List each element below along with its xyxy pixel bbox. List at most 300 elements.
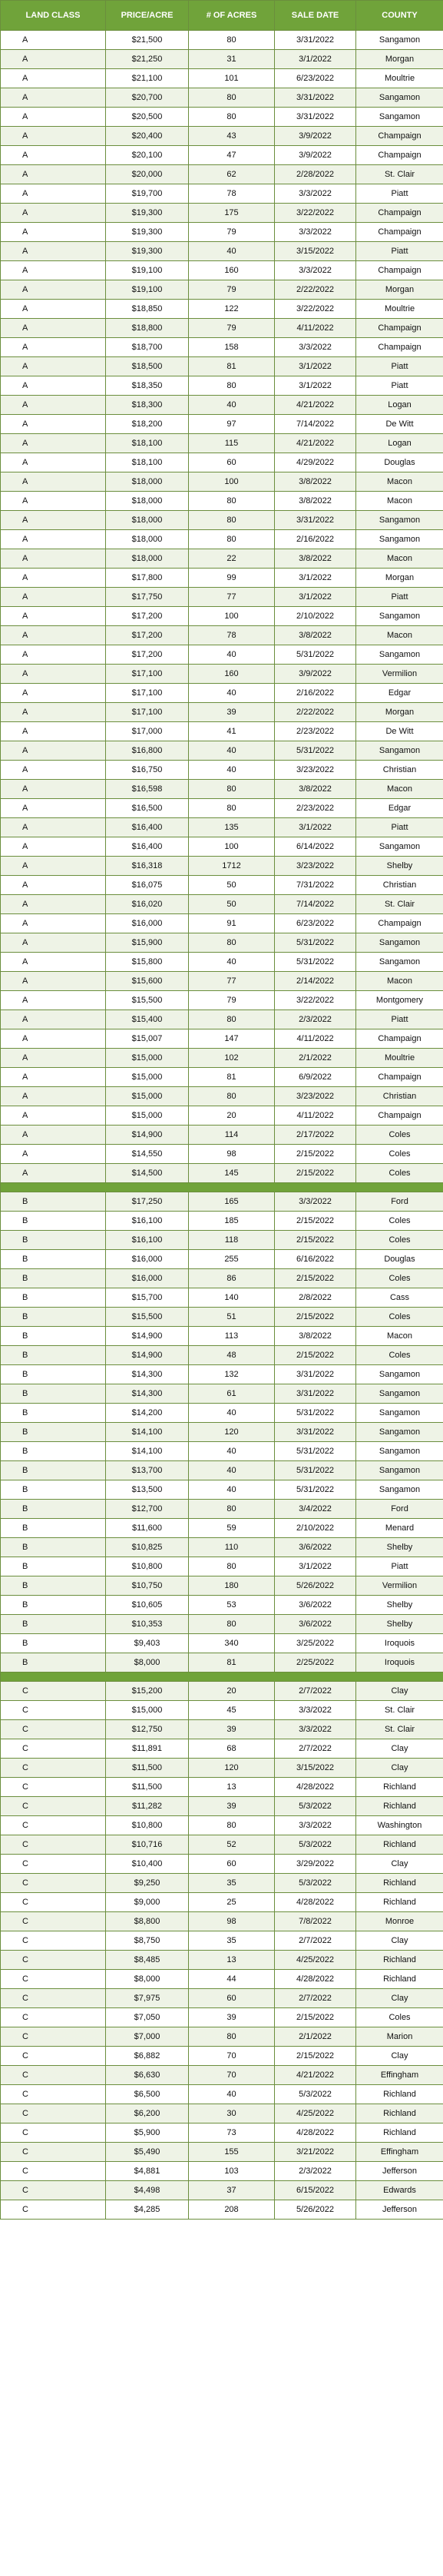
county-cell[interactable]: Moultrie [356, 1049, 443, 1068]
num-acres-cell[interactable]: 70 [189, 2047, 275, 2066]
sale-date-cell[interactable]: 3/3/2022 [275, 1816, 356, 1835]
sale-date-cell[interactable]: 3/3/2022 [275, 338, 356, 357]
price-per-acre-cell[interactable]: $4,285 [106, 2200, 189, 2220]
county-cell[interactable]: Piatt [356, 357, 443, 376]
county-cell[interactable]: Piatt [356, 184, 443, 204]
price-per-acre-cell[interactable]: $10,716 [106, 1835, 189, 1855]
sale-date-cell[interactable]: 2/17/2022 [275, 1126, 356, 1145]
num-acres-cell[interactable]: 80 [189, 780, 275, 799]
county-cell[interactable]: Coles [356, 1164, 443, 1183]
county-cell[interactable]: Champaign [356, 204, 443, 223]
price-per-acre-cell[interactable]: $18,300 [106, 396, 189, 415]
land-class-cell[interactable]: B [1, 1212, 106, 1231]
county-cell[interactable]: Clay [356, 1855, 443, 1874]
price-per-acre-cell[interactable]: $16,750 [106, 761, 189, 780]
county-cell[interactable]: Shelby [356, 1596, 443, 1615]
price-per-acre-cell[interactable]: $21,250 [106, 50, 189, 69]
land-class-cell[interactable]: C [1, 1912, 106, 1931]
sale-date-cell[interactable]: 3/31/2022 [275, 108, 356, 127]
price-per-acre-cell[interactable]: $8,000 [106, 1970, 189, 1989]
land-class-cell[interactable]: A [1, 261, 106, 280]
county-cell[interactable]: Sangamon [356, 645, 443, 665]
county-cell[interactable]: Logan [356, 396, 443, 415]
land-class-cell[interactable]: A [1, 972, 106, 991]
price-per-acre-cell[interactable]: $6,200 [106, 2104, 189, 2123]
sale-date-cell[interactable]: 2/16/2022 [275, 530, 356, 549]
county-cell[interactable]: Clay [356, 1682, 443, 1701]
county-cell[interactable]: Coles [356, 1231, 443, 1250]
land-class-cell[interactable]: C [1, 2181, 106, 2200]
land-class-cell[interactable]: A [1, 818, 106, 837]
land-class-cell[interactable]: A [1, 453, 106, 472]
land-class-cell[interactable]: C [1, 1874, 106, 1893]
price-per-acre-cell[interactable]: $15,000 [106, 1068, 189, 1087]
land-class-cell[interactable]: C [1, 1739, 106, 1759]
num-acres-cell[interactable]: 80 [189, 933, 275, 953]
num-acres-cell[interactable]: 158 [189, 338, 275, 357]
num-acres-cell[interactable]: 155 [189, 2143, 275, 2162]
sale-date-cell[interactable]: 5/31/2022 [275, 933, 356, 953]
sale-date-cell[interactable]: 3/15/2022 [275, 242, 356, 261]
county-cell[interactable]: St. Clair [356, 1701, 443, 1720]
county-cell[interactable]: Sangamon [356, 88, 443, 108]
sale-date-cell[interactable]: 5/31/2022 [275, 1480, 356, 1500]
county-cell[interactable]: Sangamon [356, 1365, 443, 1384]
sale-date-cell[interactable]: 4/28/2022 [275, 1893, 356, 1912]
sale-date-cell[interactable]: 3/23/2022 [275, 857, 356, 876]
county-cell[interactable]: Vermilion [356, 665, 443, 684]
land-class-cell[interactable]: C [1, 1816, 106, 1835]
county-cell[interactable]: Edgar [356, 799, 443, 818]
county-cell[interactable]: St. Clair [356, 1720, 443, 1739]
sale-date-cell[interactable]: 3/6/2022 [275, 1596, 356, 1615]
county-cell[interactable]: Coles [356, 1269, 443, 1288]
county-cell[interactable]: Cass [356, 1288, 443, 1308]
sale-date-cell[interactable]: 3/1/2022 [275, 569, 356, 588]
header-price-per-acre[interactable]: PRICE/ACRE [106, 1, 189, 31]
land-class-cell[interactable]: A [1, 607, 106, 626]
county-cell[interactable]: Edgar [356, 684, 443, 703]
num-acres-cell[interactable]: 81 [189, 357, 275, 376]
county-cell[interactable]: Richland [356, 1835, 443, 1855]
num-acres-cell[interactable]: 100 [189, 472, 275, 492]
price-per-acre-cell[interactable]: $7,050 [106, 2008, 189, 2027]
price-per-acre-cell[interactable]: $15,400 [106, 1010, 189, 1029]
land-class-cell[interactable]: C [1, 1970, 106, 1989]
num-acres-cell[interactable]: 80 [189, 799, 275, 818]
price-per-acre-cell[interactable]: $16,020 [106, 895, 189, 914]
price-per-acre-cell[interactable]: $21,100 [106, 69, 189, 88]
num-acres-cell[interactable]: 175 [189, 204, 275, 223]
sale-date-cell[interactable]: 2/15/2022 [275, 1269, 356, 1288]
land-class-cell[interactable]: C [1, 1893, 106, 1912]
county-cell[interactable]: De Witt [356, 722, 443, 741]
num-acres-cell[interactable]: 120 [189, 1759, 275, 1778]
num-acres-cell[interactable]: 40 [189, 396, 275, 415]
sale-date-cell[interactable]: 6/14/2022 [275, 837, 356, 857]
price-per-acre-cell[interactable]: $16,000 [106, 1269, 189, 1288]
num-acres-cell[interactable]: 22 [189, 549, 275, 569]
price-per-acre-cell[interactable]: $11,600 [106, 1519, 189, 1538]
county-cell[interactable]: Champaign [356, 1068, 443, 1087]
price-per-acre-cell[interactable]: $16,400 [106, 818, 189, 837]
price-per-acre-cell[interactable]: $19,100 [106, 280, 189, 300]
county-cell[interactable]: Macon [356, 472, 443, 492]
price-per-acre-cell[interactable]: $14,100 [106, 1442, 189, 1461]
price-per-acre-cell[interactable]: $18,000 [106, 511, 189, 530]
county-cell[interactable]: Richland [356, 1797, 443, 1816]
num-acres-cell[interactable]: 25 [189, 1893, 275, 1912]
price-per-acre-cell[interactable]: $14,300 [106, 1365, 189, 1384]
num-acres-cell[interactable]: 20 [189, 1682, 275, 1701]
land-class-cell[interactable]: A [1, 1010, 106, 1029]
price-per-acre-cell[interactable]: $11,891 [106, 1739, 189, 1759]
sale-date-cell[interactable]: 2/7/2022 [275, 1989, 356, 2008]
sale-date-cell[interactable]: 4/11/2022 [275, 319, 356, 338]
num-acres-cell[interactable]: 13 [189, 1778, 275, 1797]
sale-date-cell[interactable]: 2/28/2022 [275, 165, 356, 184]
price-per-acre-cell[interactable]: $20,400 [106, 127, 189, 146]
sale-date-cell[interactable]: 6/9/2022 [275, 1068, 356, 1087]
sale-date-cell[interactable]: 2/8/2022 [275, 1288, 356, 1308]
county-cell[interactable]: Jefferson [356, 2200, 443, 2220]
sale-date-cell[interactable]: 3/1/2022 [275, 588, 356, 607]
county-cell[interactable]: Piatt [356, 588, 443, 607]
price-per-acre-cell[interactable]: $20,700 [106, 88, 189, 108]
sale-date-cell[interactable]: 3/25/2022 [275, 1634, 356, 1653]
price-per-acre-cell[interactable]: $15,000 [106, 1087, 189, 1106]
county-cell[interactable]: Champaign [356, 914, 443, 933]
land-class-cell[interactable]: A [1, 50, 106, 69]
sale-date-cell[interactable]: 5/31/2022 [275, 741, 356, 761]
land-class-cell[interactable]: A [1, 338, 106, 357]
sale-date-cell[interactable]: 2/15/2022 [275, 1212, 356, 1231]
price-per-acre-cell[interactable]: $16,000 [106, 1250, 189, 1269]
sale-date-cell[interactable]: 4/28/2022 [275, 1778, 356, 1797]
sale-date-cell[interactable]: 2/22/2022 [275, 280, 356, 300]
num-acres-cell[interactable]: 40 [189, 1404, 275, 1423]
land-class-cell[interactable]: B [1, 1365, 106, 1384]
sale-date-cell[interactable]: 3/1/2022 [275, 818, 356, 837]
sale-date-cell[interactable]: 4/11/2022 [275, 1106, 356, 1126]
county-cell[interactable]: Christian [356, 761, 443, 780]
county-cell[interactable]: Clay [356, 1931, 443, 1951]
sale-date-cell[interactable]: 3/3/2022 [275, 1192, 356, 1212]
num-acres-cell[interactable]: 37 [189, 2181, 275, 2200]
num-acres-cell[interactable]: 80 [189, 31, 275, 50]
county-cell[interactable]: Ford [356, 1500, 443, 1519]
land-class-cell[interactable]: C [1, 2085, 106, 2104]
sale-date-cell[interactable]: 4/29/2022 [275, 453, 356, 472]
land-class-cell[interactable]: C [1, 1931, 106, 1951]
num-acres-cell[interactable]: 53 [189, 1596, 275, 1615]
price-per-acre-cell[interactable]: $10,800 [106, 1557, 189, 1576]
land-class-cell[interactable]: B [1, 1384, 106, 1404]
price-per-acre-cell[interactable]: $16,100 [106, 1212, 189, 1231]
num-acres-cell[interactable]: 122 [189, 300, 275, 319]
sale-date-cell[interactable]: 2/15/2022 [275, 1346, 356, 1365]
county-cell[interactable]: Ford [356, 1192, 443, 1212]
land-class-cell[interactable]: A [1, 319, 106, 338]
land-class-cell[interactable]: A [1, 665, 106, 684]
county-cell[interactable]: Piatt [356, 1557, 443, 1576]
price-per-acre-cell[interactable]: $18,000 [106, 530, 189, 549]
price-per-acre-cell[interactable]: $15,007 [106, 1029, 189, 1049]
county-cell[interactable]: Coles [356, 1126, 443, 1145]
county-cell[interactable]: Champaign [356, 127, 443, 146]
num-acres-cell[interactable]: 140 [189, 1288, 275, 1308]
num-acres-cell[interactable]: 160 [189, 665, 275, 684]
land-class-cell[interactable]: B [1, 1346, 106, 1365]
county-cell[interactable]: Edwards [356, 2181, 443, 2200]
sale-date-cell[interactable]: 2/10/2022 [275, 1519, 356, 1538]
county-cell[interactable]: Sangamon [356, 933, 443, 953]
county-cell[interactable]: Sangamon [356, 953, 443, 972]
land-class-cell[interactable]: B [1, 1461, 106, 1480]
land-class-cell[interactable]: C [1, 1951, 106, 1970]
county-cell[interactable]: St. Clair [356, 895, 443, 914]
price-per-acre-cell[interactable]: $15,000 [106, 1106, 189, 1126]
sale-date-cell[interactable]: 3/3/2022 [275, 223, 356, 242]
sale-date-cell[interactable]: 4/21/2022 [275, 434, 356, 453]
num-acres-cell[interactable]: 80 [189, 88, 275, 108]
county-cell[interactable]: Macon [356, 780, 443, 799]
sale-date-cell[interactable]: 3/22/2022 [275, 300, 356, 319]
sale-date-cell[interactable]: 2/7/2022 [275, 1739, 356, 1759]
num-acres-cell[interactable]: 80 [189, 1557, 275, 1576]
num-acres-cell[interactable]: 40 [189, 1480, 275, 1500]
num-acres-cell[interactable]: 91 [189, 914, 275, 933]
price-per-acre-cell[interactable]: $12,700 [106, 1500, 189, 1519]
price-per-acre-cell[interactable]: $9,000 [106, 1893, 189, 1912]
county-cell[interactable]: Richland [356, 1970, 443, 1989]
county-cell[interactable]: Coles [356, 1308, 443, 1327]
land-class-cell[interactable]: A [1, 569, 106, 588]
land-class-cell[interactable]: A [1, 549, 106, 569]
num-acres-cell[interactable]: 110 [189, 1538, 275, 1557]
price-per-acre-cell[interactable]: $18,100 [106, 434, 189, 453]
price-per-acre-cell[interactable]: $6,630 [106, 2066, 189, 2085]
num-acres-cell[interactable]: 97 [189, 415, 275, 434]
price-per-acre-cell[interactable]: $20,000 [106, 165, 189, 184]
land-class-cell[interactable]: B [1, 1653, 106, 1673]
land-class-cell[interactable]: A [1, 1049, 106, 1068]
county-cell[interactable]: Montgomery [356, 991, 443, 1010]
county-cell[interactable]: Sangamon [356, 741, 443, 761]
sale-date-cell[interactable]: 3/8/2022 [275, 492, 356, 511]
price-per-acre-cell[interactable]: $17,100 [106, 703, 189, 722]
sale-date-cell[interactable]: 4/21/2022 [275, 396, 356, 415]
num-acres-cell[interactable]: 73 [189, 2123, 275, 2143]
num-acres-cell[interactable]: 30 [189, 2104, 275, 2123]
num-acres-cell[interactable]: 40 [189, 1442, 275, 1461]
county-cell[interactable]: Champaign [356, 338, 443, 357]
price-per-acre-cell[interactable]: $19,700 [106, 184, 189, 204]
county-cell[interactable]: Sangamon [356, 1423, 443, 1442]
county-cell[interactable]: Piatt [356, 376, 443, 396]
county-cell[interactable]: Sangamon [356, 31, 443, 50]
price-per-acre-cell[interactable]: $15,200 [106, 1682, 189, 1701]
sale-date-cell[interactable]: 5/31/2022 [275, 1404, 356, 1423]
sale-date-cell[interactable]: 3/22/2022 [275, 991, 356, 1010]
sale-date-cell[interactable]: 2/23/2022 [275, 722, 356, 741]
num-acres-cell[interactable]: 255 [189, 1250, 275, 1269]
price-per-acre-cell[interactable]: $18,000 [106, 549, 189, 569]
num-acres-cell[interactable]: 60 [189, 1989, 275, 2008]
num-acres-cell[interactable]: 68 [189, 1739, 275, 1759]
num-acres-cell[interactable]: 80 [189, 1615, 275, 1634]
land-class-cell[interactable]: B [1, 1308, 106, 1327]
num-acres-cell[interactable]: 180 [189, 1576, 275, 1596]
num-acres-cell[interactable]: 132 [189, 1365, 275, 1384]
price-per-acre-cell[interactable]: $9,250 [106, 1874, 189, 1893]
sale-date-cell[interactable]: 3/1/2022 [275, 357, 356, 376]
land-class-cell[interactable]: A [1, 396, 106, 415]
county-cell[interactable]: Douglas [356, 1250, 443, 1269]
num-acres-cell[interactable]: 50 [189, 876, 275, 895]
sale-date-cell[interactable]: 3/1/2022 [275, 376, 356, 396]
price-per-acre-cell[interactable]: $9,403 [106, 1634, 189, 1653]
county-cell[interactable]: Sangamon [356, 530, 443, 549]
sale-date-cell[interactable]: 3/23/2022 [275, 1087, 356, 1106]
county-cell[interactable]: Jefferson [356, 2162, 443, 2181]
num-acres-cell[interactable]: 44 [189, 1970, 275, 1989]
county-cell[interactable]: Coles [356, 1145, 443, 1164]
county-cell[interactable]: Champaign [356, 146, 443, 165]
land-class-cell[interactable]: B [1, 1596, 106, 1615]
price-per-acre-cell[interactable]: $7,000 [106, 2027, 189, 2047]
price-per-acre-cell[interactable]: $16,075 [106, 876, 189, 895]
price-per-acre-cell[interactable]: $13,500 [106, 1480, 189, 1500]
county-cell[interactable]: Menard [356, 1519, 443, 1538]
land-class-cell[interactable]: A [1, 511, 106, 530]
price-per-acre-cell[interactable]: $17,100 [106, 684, 189, 703]
land-class-cell[interactable]: A [1, 703, 106, 722]
county-cell[interactable]: Shelby [356, 857, 443, 876]
sale-date-cell[interactable]: 4/11/2022 [275, 1029, 356, 1049]
land-class-cell[interactable]: C [1, 1835, 106, 1855]
num-acres-cell[interactable]: 35 [189, 1874, 275, 1893]
sale-date-cell[interactable]: 2/14/2022 [275, 972, 356, 991]
land-class-cell[interactable]: A [1, 684, 106, 703]
num-acres-cell[interactable]: 118 [189, 1231, 275, 1250]
sale-date-cell[interactable]: 5/26/2022 [275, 1576, 356, 1596]
land-class-cell[interactable]: B [1, 1192, 106, 1212]
num-acres-cell[interactable]: 98 [189, 1912, 275, 1931]
county-cell[interactable]: Morgan [356, 50, 443, 69]
county-cell[interactable]: Shelby [356, 1615, 443, 1634]
sale-date-cell[interactable]: 3/31/2022 [275, 88, 356, 108]
land-class-cell[interactable]: A [1, 300, 106, 319]
sale-date-cell[interactable]: 2/7/2022 [275, 1931, 356, 1951]
sale-date-cell[interactable]: 3/31/2022 [275, 1423, 356, 1442]
price-per-acre-cell[interactable]: $15,000 [106, 1049, 189, 1068]
sale-date-cell[interactable]: 2/15/2022 [275, 1231, 356, 1250]
county-cell[interactable]: Sangamon [356, 1384, 443, 1404]
land-class-cell[interactable]: A [1, 588, 106, 607]
price-per-acre-cell[interactable]: $20,500 [106, 108, 189, 127]
num-acres-cell[interactable]: 80 [189, 1087, 275, 1106]
price-per-acre-cell[interactable]: $13,700 [106, 1461, 189, 1480]
num-acres-cell[interactable]: 20 [189, 1106, 275, 1126]
num-acres-cell[interactable]: 79 [189, 991, 275, 1010]
price-per-acre-cell[interactable]: $10,353 [106, 1615, 189, 1634]
sale-date-cell[interactable]: 2/1/2022 [275, 1049, 356, 1068]
price-per-acre-cell[interactable]: $5,490 [106, 2143, 189, 2162]
land-class-cell[interactable]: B [1, 1480, 106, 1500]
price-per-acre-cell[interactable]: $17,750 [106, 588, 189, 607]
header-county[interactable]: COUNTY [356, 1, 443, 31]
county-cell[interactable]: Clay [356, 2047, 443, 2066]
land-class-cell[interactable]: B [1, 1404, 106, 1423]
land-class-cell[interactable]: B [1, 1634, 106, 1653]
county-cell[interactable]: Richland [356, 1893, 443, 1912]
county-cell[interactable]: Vermilion [356, 1576, 443, 1596]
land-class-cell[interactable]: B [1, 1500, 106, 1519]
county-cell[interactable]: Piatt [356, 818, 443, 837]
num-acres-cell[interactable]: 39 [189, 2008, 275, 2027]
price-per-acre-cell[interactable]: $18,000 [106, 472, 189, 492]
sale-date-cell[interactable]: 5/3/2022 [275, 2085, 356, 2104]
price-per-acre-cell[interactable]: $4,881 [106, 2162, 189, 2181]
county-cell[interactable]: Washington [356, 1816, 443, 1835]
price-per-acre-cell[interactable]: $17,000 [106, 722, 189, 741]
price-per-acre-cell[interactable]: $16,100 [106, 1231, 189, 1250]
price-per-acre-cell[interactable]: $17,200 [106, 607, 189, 626]
num-acres-cell[interactable]: 40 [189, 645, 275, 665]
sale-date-cell[interactable]: 2/16/2022 [275, 684, 356, 703]
sale-date-cell[interactable]: 2/15/2022 [275, 2008, 356, 2027]
sale-date-cell[interactable]: 3/15/2022 [275, 1759, 356, 1778]
land-class-cell[interactable]: A [1, 280, 106, 300]
land-class-cell[interactable]: A [1, 108, 106, 127]
land-class-cell[interactable]: C [1, 2162, 106, 2181]
num-acres-cell[interactable]: 80 [189, 1816, 275, 1835]
num-acres-cell[interactable]: 80 [189, 376, 275, 396]
sale-date-cell[interactable]: 3/29/2022 [275, 1855, 356, 1874]
price-per-acre-cell[interactable]: $6,500 [106, 2085, 189, 2104]
county-cell[interactable]: Richland [356, 2085, 443, 2104]
sale-date-cell[interactable]: 3/8/2022 [275, 780, 356, 799]
num-acres-cell[interactable]: 79 [189, 319, 275, 338]
price-per-acre-cell[interactable]: $12,750 [106, 1720, 189, 1739]
num-acres-cell[interactable]: 120 [189, 1423, 275, 1442]
price-per-acre-cell[interactable]: $16,400 [106, 837, 189, 857]
land-class-cell[interactable]: B [1, 1538, 106, 1557]
price-per-acre-cell[interactable]: $14,900 [106, 1346, 189, 1365]
sale-date-cell[interactable]: 6/23/2022 [275, 914, 356, 933]
num-acres-cell[interactable]: 340 [189, 1634, 275, 1653]
land-class-cell[interactable]: A [1, 204, 106, 223]
county-cell[interactable]: Coles [356, 1212, 443, 1231]
sale-date-cell[interactable]: 5/3/2022 [275, 1874, 356, 1893]
num-acres-cell[interactable]: 115 [189, 434, 275, 453]
num-acres-cell[interactable]: 40 [189, 684, 275, 703]
price-per-acre-cell[interactable]: $19,300 [106, 242, 189, 261]
county-cell[interactable]: Clay [356, 1739, 443, 1759]
price-per-acre-cell[interactable]: $15,000 [106, 1701, 189, 1720]
sale-date-cell[interactable]: 3/3/2022 [275, 1720, 356, 1739]
sale-date-cell[interactable]: 5/31/2022 [275, 1461, 356, 1480]
county-cell[interactable]: Christian [356, 876, 443, 895]
county-cell[interactable]: Coles [356, 2008, 443, 2027]
land-class-cell[interactable]: A [1, 876, 106, 895]
price-per-acre-cell[interactable]: $19,300 [106, 204, 189, 223]
num-acres-cell[interactable]: 80 [189, 1500, 275, 1519]
sale-date-cell[interactable]: 3/6/2022 [275, 1615, 356, 1634]
num-acres-cell[interactable]: 59 [189, 1519, 275, 1538]
land-class-cell[interactable]: C [1, 2200, 106, 2220]
